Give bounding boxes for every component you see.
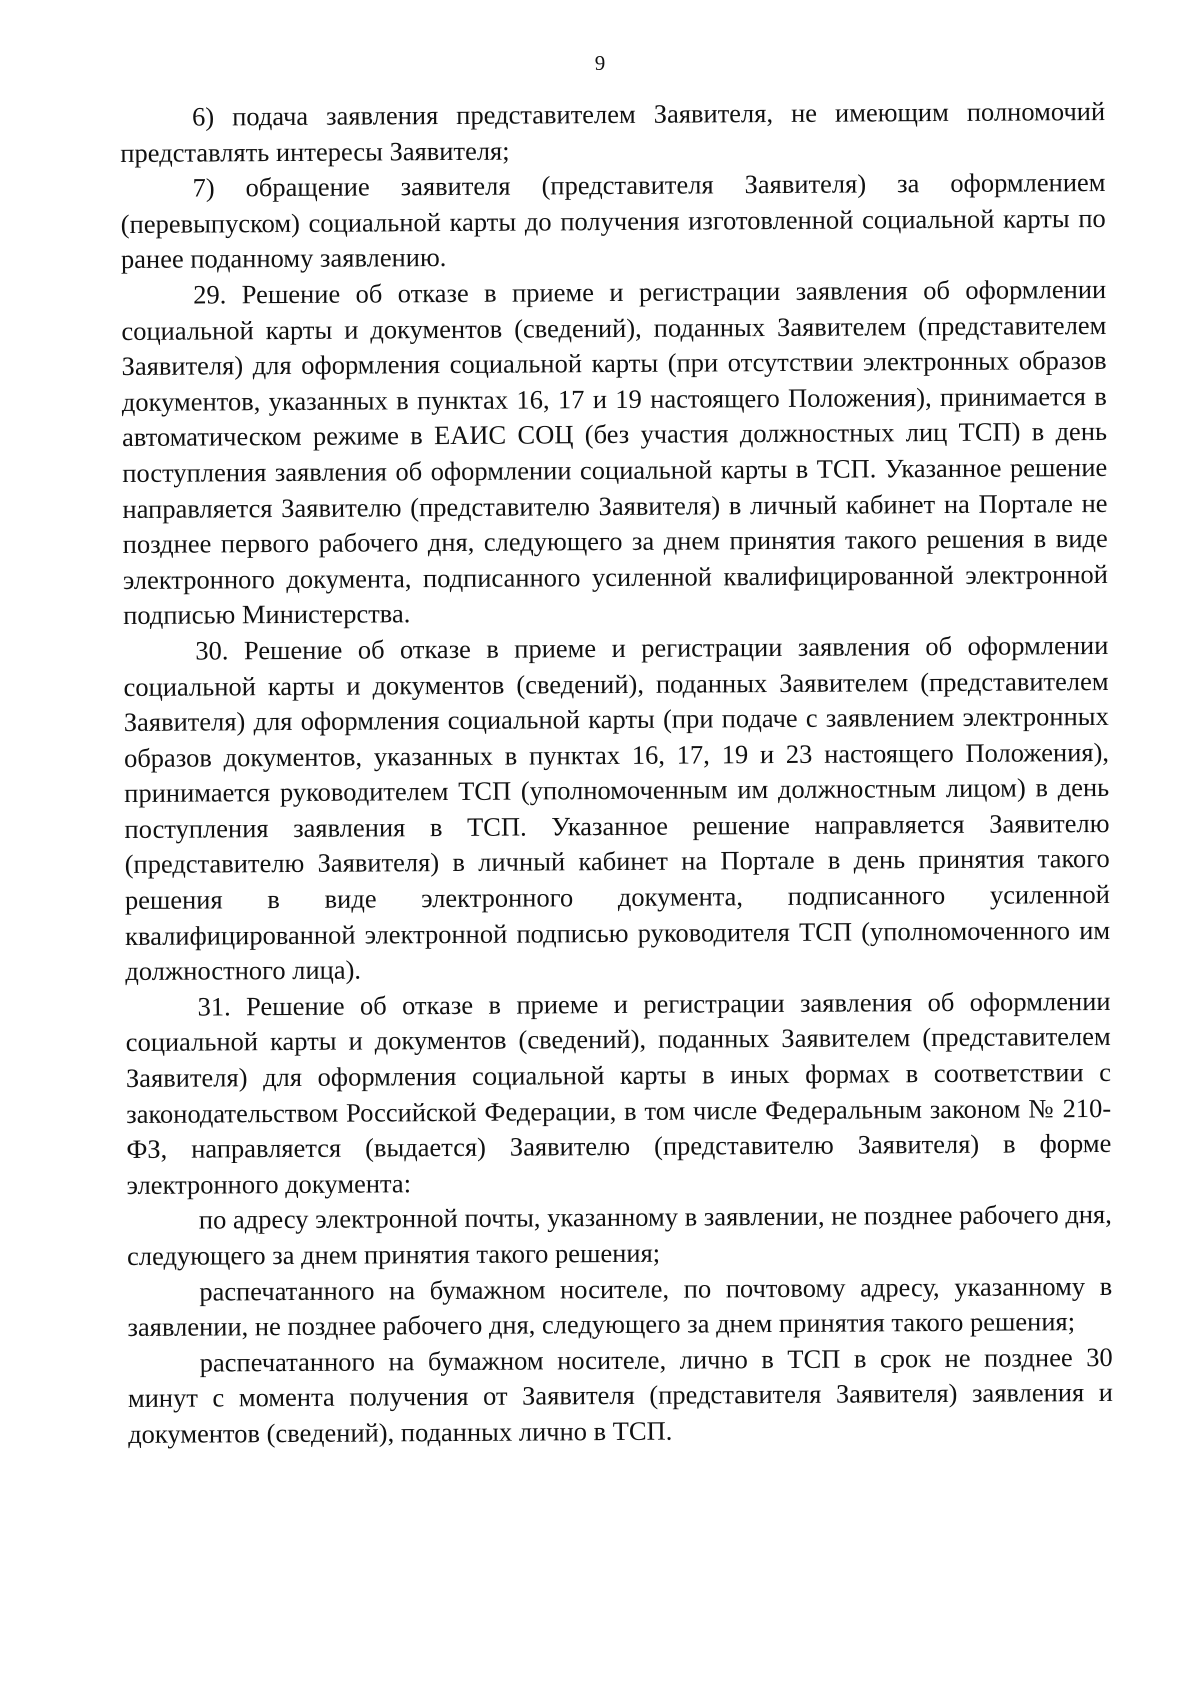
paragraph-30: 30. Решение об отказе в приеме и регистрации заявления об оформлении социальной карты и документов (сведений), поданных Заявителем (представителем Заявителя) для оформления социальной карты (при подаче с заявлением электронных образов документов, указанных в пунктах 16, 17, 19 и 23 настоящего Положения), принимается руководителем ТСП (уполномоченным им должностным лицом) в день поступления заявления в ТСП. Указанное решение направляется Заявителю (представителю Заявителя) в личный кабинет на Портале в день принятия такого решения в виде электронного документа, подписанного усиленной квалифицированной электронной подписью руководителя ТСП (уполномоченного им должностного лица). [123,629,1111,987]
document-body [120,94,1113,1453]
paragraph-item-7: 7) обращение заявителя (представителя Заявителя) за оформлением (перевыпуском) социальной карты до получения изготовленной социальной карты по ранее поданному заявлению. [120,167,1106,275]
paragraph-delivery-post: распечатанного на бумажном носителе, по почтовому адресу, указанному в заявлении, не позднее рабочего дня, следующего за днем принятия такого решения; [127,1270,1113,1343]
paragraph-item-6: 6) подача заявления представителем Заявителя, не имеющим полномочий представлять интересы Заявителя; [120,95,1106,168]
paragraph-31: 31. Решение об отказе в приеме и регистрации заявления об оформлении социальной карты и документов (сведений), поданных Заявителем (представителем Заявителя) для оформления социальной карты в иных формах в соответствии с законодательством Российской Федерации, в том числе Федеральным законом № 210-ФЗ, направляется (выдается) Заявителю (представителю Заявителя) в форме электронного документа: [125,985,1112,1200]
paragraph-delivery-in-person: распечатанного на бумажном носителе, лично в ТСП в срок не позднее 30 минут с момента получения от Заявителя (представителя Заявителя) заявления и документов (сведений), поданных лично в ТСП. [127,1341,1114,1449]
paragraph-delivery-email: по адресу электронной почты, указанному в заявлении, не позднее рабочего дня, следующего за днем принятия такого решения; [126,1199,1112,1271]
page-number: 9 [594,51,606,75]
paragraph-29: 29. Решение об отказе в приеме и регистрации заявления об оформлении социальной карты и документов (сведений), поданных Заявителем (представителем Заявителя) для оформления социальной карты (при отсутствии электронных образов документов, указанных в пунктах 16, 17 и 19 настоящего Положения), принимается в автоматическом режиме в ЕАИС СОЦ (без участия должностных лиц ТСП) в день поступления заявления об оформлении социальной карты в ТСП. Указанное решение направляется Заявителю (представителю Заявителя) в личный кабинет на Портале не позднее первого рабочего дня, следующего за днем принятия такого решения в виде электронного документа, подписанного усиленной квалифицированной электронной подписью Министерства. [121,273,1109,631]
